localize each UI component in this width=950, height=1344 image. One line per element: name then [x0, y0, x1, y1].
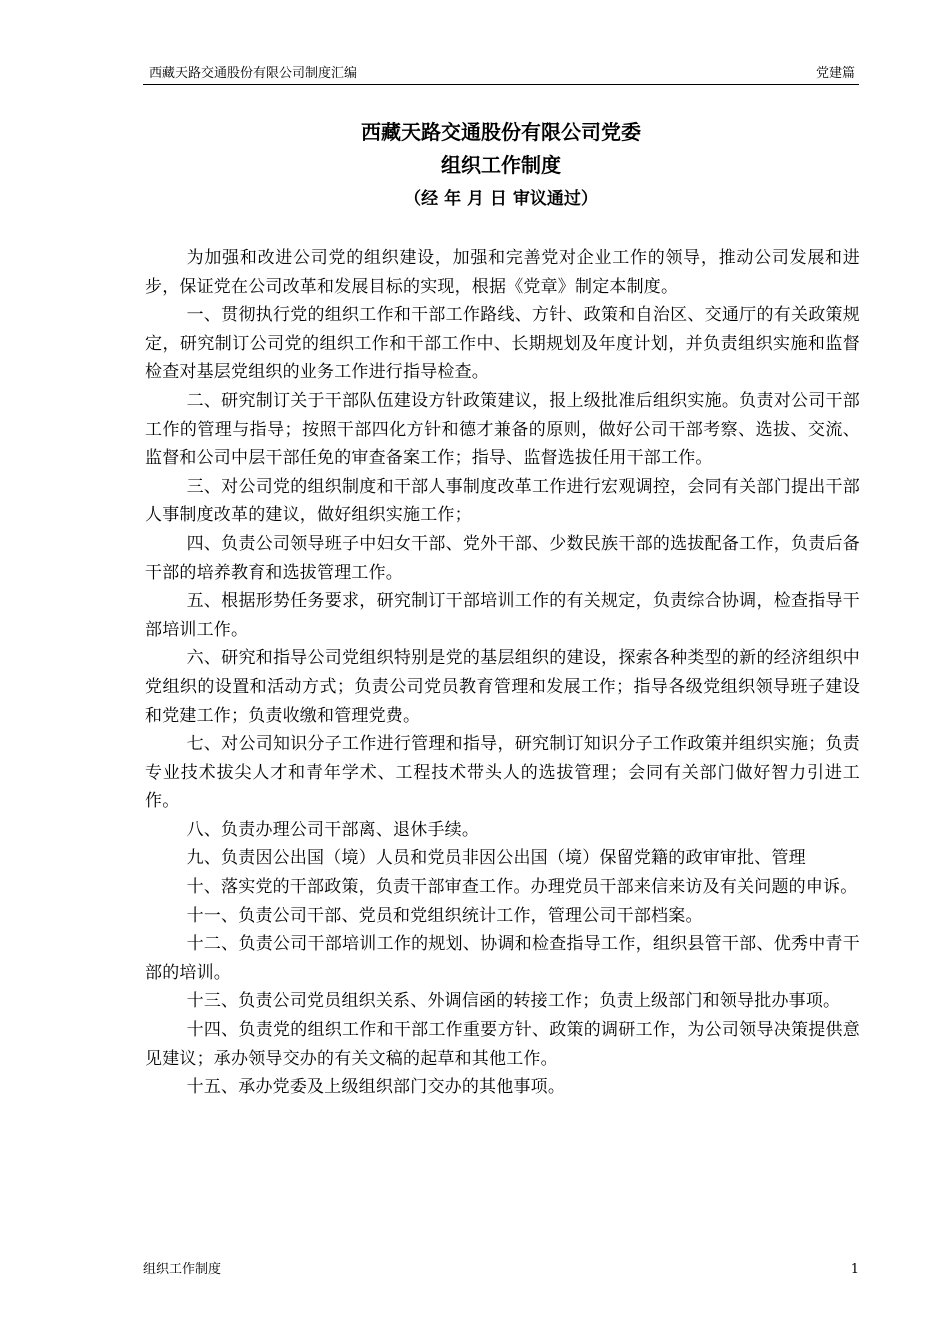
header-section: 党建篇 [815, 66, 855, 81]
header-doc-collection: 西藏天路交通股份有限公司制度汇编 [149, 66, 358, 81]
paragraph-intro: 为加强和改进公司党的组织建设，加强和完善党对企业工作的领导，推动公司发展和进步，保证党在公司改革和发展目标的实现，根据《党章》制定本制度。 [145, 248, 860, 297]
document-body [145, 244, 860, 1102]
paragraph-item-15: 十五、承办党委及上级组织部门交办的其他事项。 [186, 1077, 566, 1098]
paragraph-item-3: 三、对公司党的组织制度和干部人事制度改革工作进行宏观调控，会同有关部门提出干部人事制度改革的建议，做好组织实施工作； [145, 476, 860, 526]
document-title: 西藏天路交通股份有限公司党委 [361, 120, 641, 144]
footer-doc-name: 组织工作制度 [143, 1262, 222, 1277]
paragraph-item-10: 十、落实党的干部政策，负责干部审查工作。办理党员干部来信来访及有关问题的申诉。 [186, 877, 858, 898]
paragraph-item-12: 十二、负责公司干部培训工作的规划、协调和检查指导工作，组织县管干部、优秀中青干部的培训。 [145, 934, 860, 983]
paragraph-item-11: 十一、负责公司干部、党员和党组织统计工作，管理公司干部档案。 [186, 905, 703, 926]
paragraph-item-9: 九、负责因公出国（境）人员和党员非因公出国（境）保留党籍的政审审批、管理 [186, 848, 806, 869]
paragraph-item-4: 四、负责公司领导班子中妇女干部、党外干部、少数民族干部的选拔配备工作，负责后备干部的培养教育和选拔管理工作。 [145, 533, 860, 583]
paragraph-item-5: 五、根据形势任务要求，研究制订干部培训工作的有关规定，负责综合协调，检查指导干部培训工作。 [145, 591, 860, 640]
paragraph-item-1: 一、贯彻执行党的组织工作和干部工作路线、方针、政策和自治区、交通厅的有关政策规定，研究制订公司党的组织工作和干部工作中、长期规划及年度计划，并负责组织实施和监督检查对基层党组织的业务工作进行指导检查。 [145, 305, 860, 383]
paragraph-item-6: 六、研究和指导公司党组织特别是党的基层组织的建设，探索各种类型的新的经济组织中党组织的设置和活动方式；负责公司党员教育管理和发展工作；指导各级党组织领导班子建设和党建工作；负责收缴和管理党费。 [145, 648, 860, 726]
approval-note: （经 年 月 日 审议通过） [404, 189, 598, 209]
page-number: 1 [850, 1262, 859, 1277]
paragraph-item-14: 十四、负责党的组织工作和干部工作重要方针、政策的调研工作，为公司领导决策提供意见建议；承办领导交办的有关文稿的起草和其他工作。 [145, 1020, 860, 1069]
paragraph-item-2: 二、研究制订关于干部队伍建设方针政策建议，报上级批准后组织实施。负责对公司干部工作的管理与指导；按照干部四化方针和德才兼备的原则，做好公司干部考察、选拔、交流、监督和公司中层干部任免的审查备案工作；指导、监督选拔任用干部工作。 [145, 390, 860, 469]
document-subtitle: 组织工作制度 [441, 153, 561, 177]
page-header [143, 66, 859, 85]
paragraph-item-7: 七、对公司知识分子工作进行管理和指导，研究制订知识分子工作政策并组织实施；负责专业技术拔尖人才和青年学术、工程技术带头人的选拔管理；会同有关部门做好智力引进工作。 [145, 734, 860, 812]
paragraph-item-13: 十三、负责公司党员组织关系、外调信函的转接工作；负责上级部门和领导批办事项。 [186, 991, 841, 1012]
paragraph-item-8: 八、负责办理公司干部离、退休手续。 [186, 819, 480, 840]
